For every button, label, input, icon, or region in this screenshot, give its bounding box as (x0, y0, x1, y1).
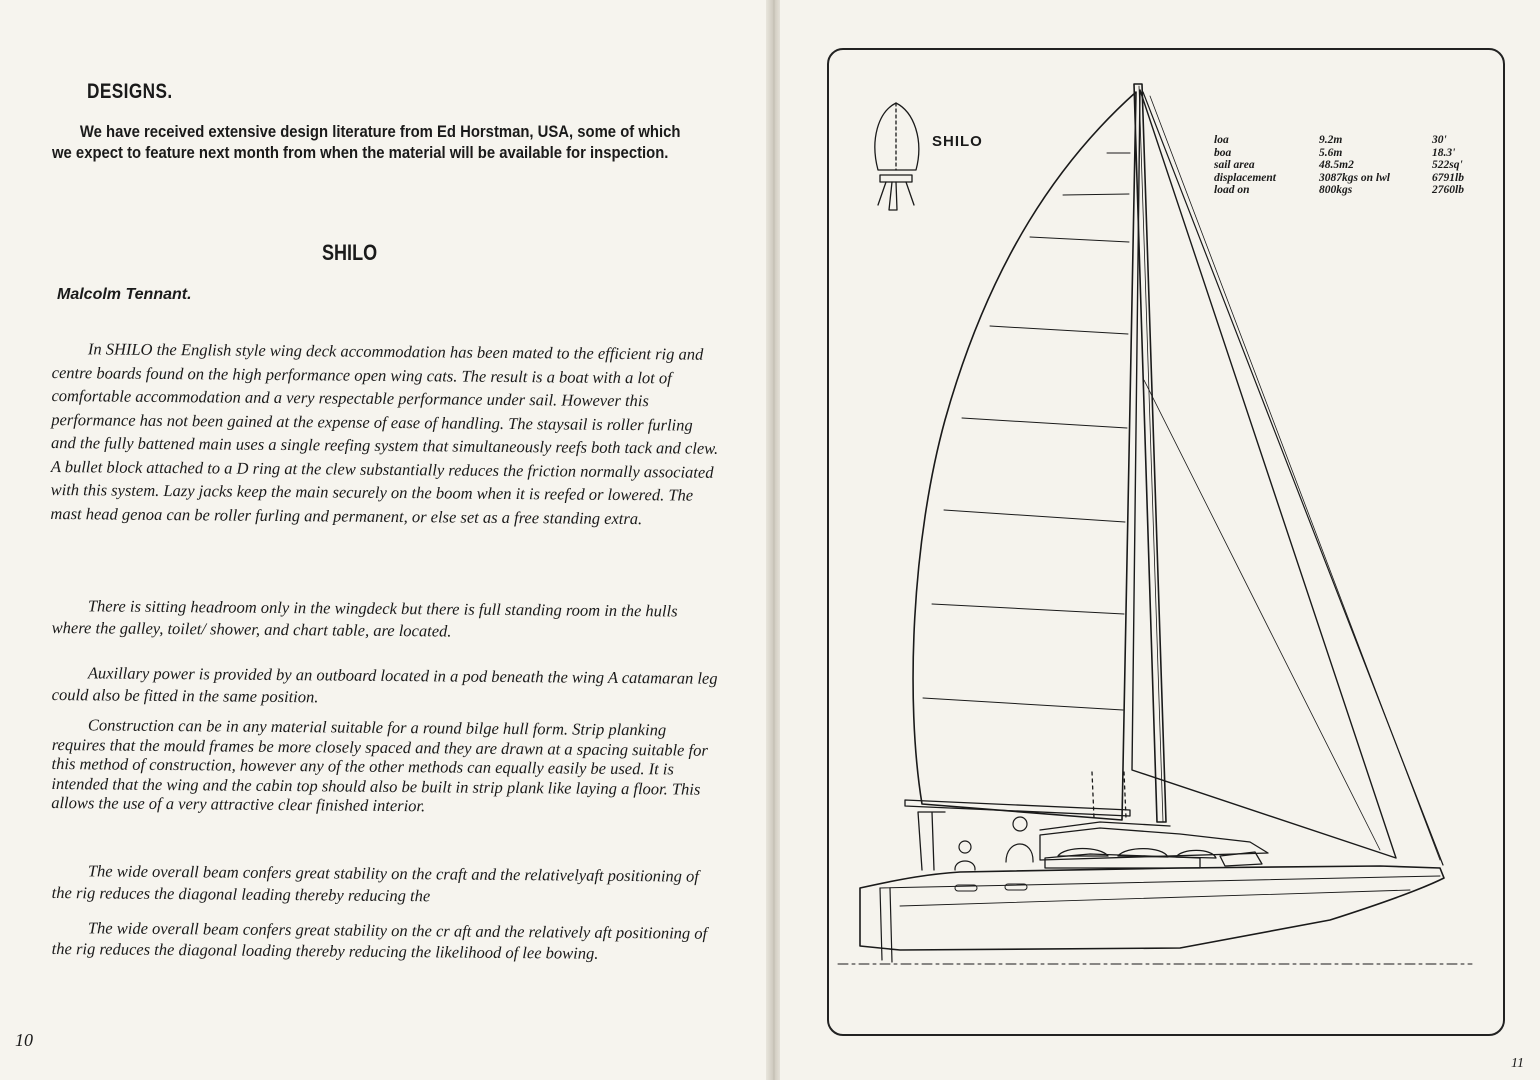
spec-row (1214, 147, 1492, 160)
spec-label: displacement (1214, 171, 1276, 184)
spec-imperial: 2760lb (1432, 184, 1464, 196)
spec-imperial: 522sq' (1432, 159, 1463, 171)
spec-row (1214, 184, 1492, 197)
article-title: SHILO (322, 240, 378, 265)
spec-label: sail area (1214, 159, 1255, 171)
spec-metric: 3087kgs on lwl (1319, 171, 1390, 184)
spec-metric: 5.6m (1319, 146, 1343, 159)
crew-figures (955, 817, 1033, 870)
spec-label: load on (1214, 184, 1250, 196)
section-heading: DESIGNS. (87, 80, 173, 103)
spec-label: boa (1214, 146, 1232, 159)
spec-imperial: 6791lb (1432, 171, 1464, 184)
body-paragraph: There is sitting headroom only in the wingdeck but there is full standing room in the hulls where the galley, toilet/ shower, and chart table, are located. (51, 596, 678, 641)
body-paragraph: In SHILO the English style wing deck accommodation has been mated to the efficient rig and centre boards found on the high performance open wing cats. The result is a boat with a lot of comfortable accommodation and a very respectable performance under sail. However this performance has not been gained at the expense of ease of handling. The staysail is roller furling and the fully battened main uses a single reefing system that simultaneously reefs both tack and clew. A bullet block attached to a D ring at the clew substantially reduces the friction normally associated with this system. Lazy jacks keep the main securely on the boom when it is reefed or lowered. The mast head genoa can be roller furling and permanent, or else set as a free standing extra. (50, 339, 719, 528)
sail-battens (923, 153, 1130, 710)
body-paragraph: The wide overall beam confers great stability on the cr aft and the relatively aft positioning of the rig reduces the diagonal loading thereby reducing the likelihood of lee bowing. (51, 918, 708, 963)
cabin (1040, 822, 1268, 868)
author-byline: Malcolm Tennant. (57, 286, 192, 303)
boom (905, 800, 1130, 816)
genoa (1132, 90, 1396, 858)
spec-metric: 800kgs (1319, 184, 1353, 196)
spec-imperial: 30' (1432, 134, 1447, 146)
hull (860, 866, 1444, 962)
spec-label: loa (1214, 134, 1229, 146)
intro-paragraph: We have received extensive design literature from Ed Horstman, USA, some of which we expect to feature next month from when the material will be available for inspection. (52, 123, 681, 162)
spec-metric: 9.2m (1319, 134, 1343, 146)
plan-view-icon (875, 103, 919, 210)
boat-name: SHILO (932, 133, 983, 150)
page-number: 11 (1511, 1056, 1524, 1071)
body-paragraph: Auxillary power is provided by an outboard located in a pod beneath the wing A catamaran leg could also be fitted in the same position. (51, 663, 718, 707)
spec-row (1214, 134, 1492, 147)
spec-imperial: 18.3' (1432, 146, 1456, 159)
spec-table (1214, 134, 1492, 197)
body-paragraph: Construction can be in any material suitable for a round bilge hull form. Strip planking requires that the mould frames be more closely spaced and they are drawn at a spacing suitable for this method of construction, however any of the other methods can equally easily be used. It is intended that the wing and the cabin top should also be built in strip plank like laying a floor. This allows the use of a very attractive clear finished interior. (51, 715, 708, 816)
page-number: 10 (15, 1030, 33, 1050)
spec-metric: 48.5m2 (1319, 159, 1354, 171)
body-paragraph: The wide overall beam confers great stability on the craft and the relativelyaft positioning of the rig reduces the diagonal leading thereby reducing the (51, 861, 699, 906)
spec-row (1214, 159, 1492, 172)
mainsail (913, 92, 1136, 820)
spec-row (1214, 172, 1492, 185)
